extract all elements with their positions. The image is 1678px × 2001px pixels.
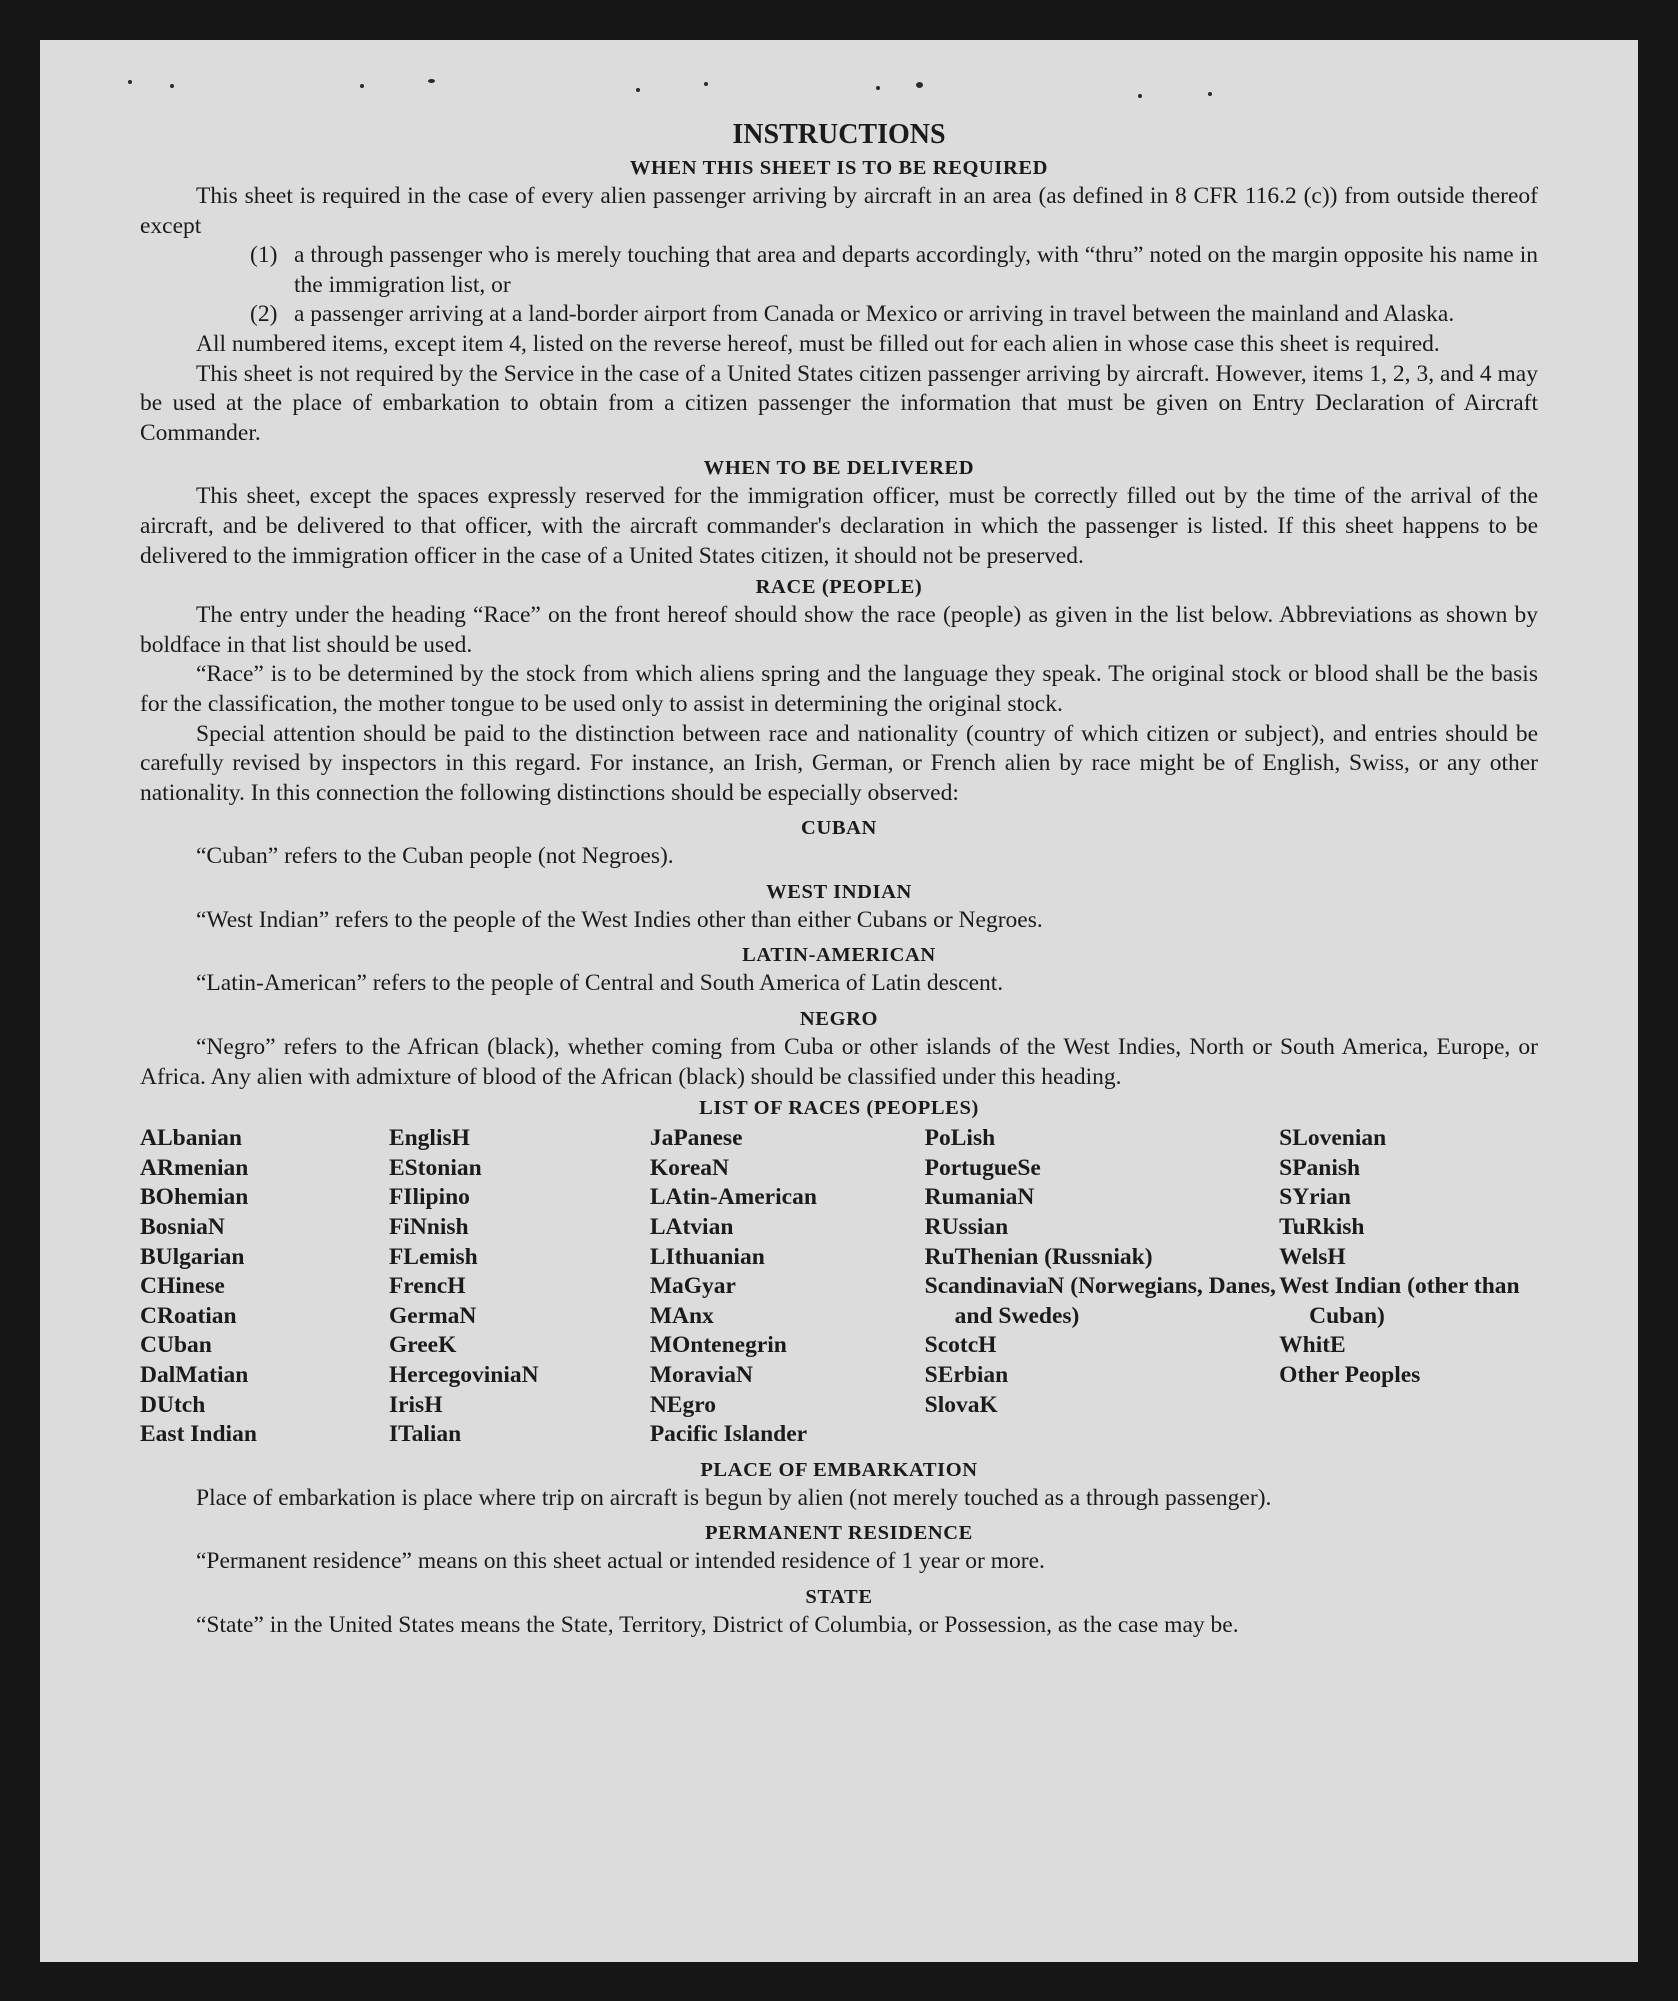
- list-item: WelsH: [1279, 1243, 1346, 1270]
- item-text: a through passenger who is merely touching that area and departs accordingly, with “thru” noted on the margin opposite his name in the immigration list, or: [294, 242, 1538, 298]
- heading-permanent-residence: PERMANENT RESIDENCE: [705, 1522, 973, 1545]
- item-text: a passenger arriving at a land-border airport from Canada or Mexico or arriving in travel between the mainland and Alaska.: [294, 301, 1455, 328]
- paragraph: Place of embarkation is place where trip on aircraft is begun by alien (not merely touched as a through passenger).: [196, 1484, 1272, 1511]
- list-item: BUlgarian: [140, 1243, 245, 1270]
- list-item: KoreaN: [649, 1154, 729, 1181]
- races-column-5: [1279, 1124, 1538, 1450]
- races-table: [140, 1124, 1538, 1450]
- list-item: East Indian: [140, 1421, 257, 1448]
- races-column-2: [389, 1124, 650, 1450]
- list-item: EnglisH: [388, 1125, 470, 1152]
- list-item: ITalian: [388, 1421, 462, 1448]
- paragraph: The entry under the heading “Race” on the front hereof should show the race (people) as given in the list below. Abbreviations as shown by boldface in that list should be used.: [140, 602, 1538, 658]
- paragraph: “Latin-American” refers to the people of Central and South America of Latin descent.: [196, 970, 1004, 997]
- heading-cuban: CUBAN: [801, 817, 877, 840]
- heading-place-of-embarkation: PLACE OF EMBARKATION: [700, 1458, 978, 1481]
- heading-race: RACE (PEOPLE): [755, 576, 923, 599]
- list-item: ScandinaviaN (Norwegians, Danes, and Swedes): [924, 1273, 1276, 1329]
- paragraph: This sheet is required in the case of every alien passenger arriving by aircraft in an area (as defined in 8 CFR 116.2 (c)) from outside thereof except: [140, 183, 1538, 239]
- heading-west-indian: WEST INDIAN: [766, 880, 912, 903]
- list-item: FiNnish: [388, 1214, 469, 1241]
- list-item: LIthuanian: [649, 1243, 765, 1270]
- list-item: HercegoviniaN: [388, 1362, 539, 1388]
- list-item: WhitE: [1279, 1332, 1346, 1359]
- list-item: LAtvian: [649, 1214, 734, 1241]
- list-item: West Indian (other than Cuban): [1279, 1273, 1520, 1329]
- list-item: DUtch: [140, 1391, 206, 1418]
- document-page: [40, 40, 1638, 1962]
- heading-when-delivered: WHEN TO BE DELIVERED: [703, 457, 975, 480]
- page-title: INSTRUCTIONS: [732, 119, 946, 150]
- list-item: RumaniaN: [924, 1184, 1035, 1211]
- list-item: MoraviaN: [649, 1362, 753, 1388]
- list-item: SlovaK: [924, 1391, 998, 1418]
- list-item: SErbian: [924, 1362, 1009, 1388]
- heading-list-of-races: LIST OF RACES (PEOPLES): [699, 1097, 979, 1120]
- paragraph: This sheet, except the spaces expressly reserved for the immigration officer, must be correctly filled out by the time of the arrival of the aircraft, and be delivered to that officer, with the aircraft commander's declaration in which the passenger is listed. If this sheet happens to be delivered to the immigration officer in the case of a United States citizen, it should not be preserved.: [140, 483, 1538, 569]
- list-item: FLemish: [388, 1243, 478, 1270]
- punch-marks: [40, 80, 1638, 100]
- list-item: ALbanian: [140, 1125, 242, 1152]
- paragraph: All numbered items, except item 4, listed on the reverse hereof, must be filled out for each alien in whose case this sheet is required.: [196, 330, 1440, 357]
- paragraph: This sheet is not required by the Service in the case of a United States citizen passenger arriving by aircraft. However, items 1, 2, 3, and 4 may be used at the place of embarkation to obtain from a citizen passenger the information that must be given on Entry Declaration of Aircraft Commander.: [140, 360, 1538, 446]
- list-item: ARmenian: [140, 1154, 249, 1181]
- paragraph: “State” in the United States means the State, Territory, District of Columbia, or Possession, as the case may be.: [196, 1611, 1239, 1638]
- list-item: CUban: [140, 1332, 212, 1359]
- paragraph: “West Indian” refers to the people of the West Indies other than either Cubans or Negroes.: [196, 906, 1043, 933]
- list-item: TuRkish: [1279, 1214, 1365, 1241]
- list-item: GreeK: [388, 1332, 457, 1359]
- paragraph: “Permanent residence” means on this sheet actual or intended residence of 1 year or more.: [196, 1548, 1045, 1575]
- list-item: [140, 300, 1538, 330]
- list-item: RUssian: [924, 1214, 1009, 1241]
- list-item: MAnx: [649, 1302, 714, 1329]
- list-item: SPanish: [1279, 1154, 1361, 1181]
- item-number: (2): [250, 301, 278, 328]
- paragraph: Special attention should be paid to the distinction between race and nationality (country of which citizen or subject), and entries should be carefully revised by inspectors in this regard. For instance, an Irish, German, or French alien by race might be of English, Swiss, or any other nationality. In this connection the following distinctions should be especially observed:: [140, 720, 1538, 806]
- list-item: Other Peoples: [1279, 1362, 1421, 1388]
- list-item: FrencH: [388, 1273, 466, 1300]
- list-item: GermaN: [388, 1302, 477, 1329]
- races-column-4: [925, 1124, 1279, 1450]
- list-item: LAtin-American: [649, 1184, 817, 1211]
- paragraph: “Cuban” refers to the Cuban people (not Negroes).: [196, 843, 674, 870]
- races-column-1: [140, 1124, 389, 1450]
- paragraph: “Negro” refers to the African (black), whether coming from Cuba or other islands of the West Indies, North or South America, Europe, or Africa. Any alien with admixture of blood of the African (black) should be classified under this heading.: [140, 1034, 1538, 1090]
- list-item: PortugueSe: [924, 1154, 1041, 1181]
- list-item: EStonian: [388, 1154, 482, 1181]
- heading-latin-american: LATIN-AMERICAN: [742, 944, 936, 967]
- list-item: SLovenian: [1279, 1125, 1387, 1152]
- list-item: JaPanese: [649, 1125, 743, 1152]
- heading-state: STATE: [805, 1585, 873, 1608]
- list-item: MOntenegrin: [649, 1332, 787, 1359]
- list-item: CRoatian: [140, 1302, 237, 1329]
- list-item: FIlipino: [388, 1184, 470, 1211]
- list-item: MaGyar: [649, 1273, 736, 1300]
- list-item: IrisH: [388, 1391, 443, 1418]
- item-number: (1): [250, 242, 278, 269]
- list-item: DalMatian: [140, 1362, 249, 1388]
- list-item: BOhemian: [140, 1184, 249, 1211]
- list-item: NEgro: [649, 1391, 716, 1418]
- list-item: ScotcH: [924, 1332, 997, 1359]
- list-item: SYrian: [1279, 1184, 1351, 1211]
- heading-negro: NEGRO: [799, 1008, 879, 1031]
- heading-when-required: WHEN THIS SHEET IS TO BE REQUIRED: [629, 157, 1049, 179]
- list-item: PoLish: [924, 1125, 996, 1152]
- paragraph: “Race” is to be determined by the stock from which aliens spring and the language they speak. The original stock or blood shall be the basis for the classification, the mother tongue to be used only to assist in determining the original stock.: [140, 661, 1538, 717]
- list-item: RuThenian (Russniak): [924, 1243, 1153, 1270]
- list-item: Pacific Islander: [649, 1421, 808, 1448]
- list-item: BosniaN: [140, 1214, 225, 1241]
- list-item: [140, 241, 1538, 300]
- races-column-3: [650, 1124, 925, 1450]
- list-item: CHinese: [140, 1273, 225, 1300]
